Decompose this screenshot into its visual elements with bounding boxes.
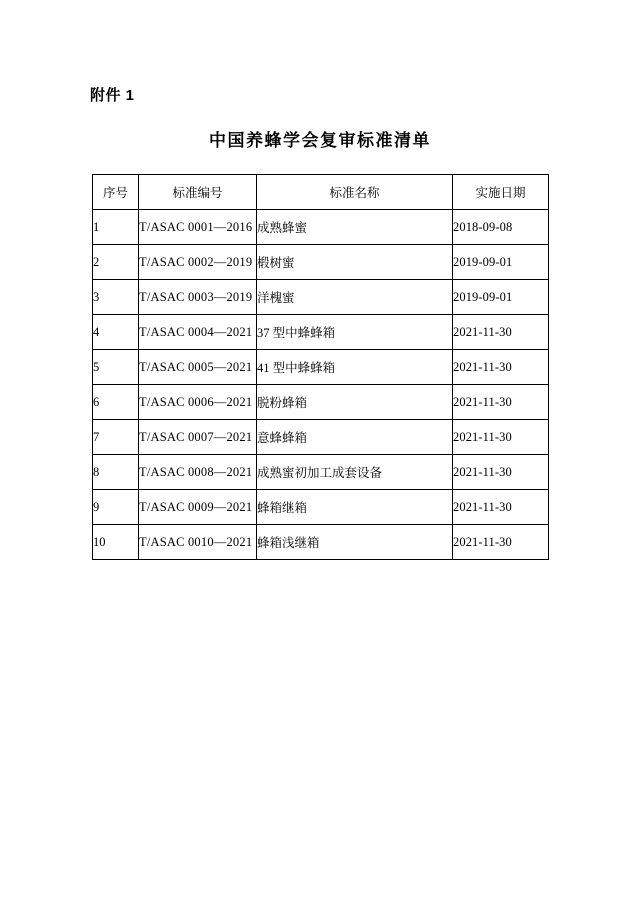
cell-code: T/ASAC 0009—2021 bbox=[139, 490, 257, 525]
cell-date: 2021-11-30 bbox=[453, 350, 549, 385]
standards-table bbox=[92, 174, 549, 560]
cell-seq: 2 bbox=[93, 245, 139, 280]
cell-code: T/ASAC 0003—2019 bbox=[139, 280, 257, 315]
cell-code: T/ASAC 0007—2021 bbox=[139, 420, 257, 455]
table-row bbox=[93, 350, 549, 385]
cell-code: T/ASAC 0010—2021 bbox=[139, 525, 257, 560]
cell-code: T/ASAC 0004—2021 bbox=[139, 315, 257, 350]
cell-date: 2019-09-01 bbox=[453, 245, 549, 280]
cell-name: 41 型中蜂蜂箱 bbox=[257, 350, 453, 385]
table-row bbox=[93, 315, 549, 350]
cell-name: 成熟蜜初加工成套设备 bbox=[257, 455, 453, 490]
cell-date: 2021-11-30 bbox=[453, 455, 549, 490]
cell-code: T/ASAC 0006—2021 bbox=[139, 385, 257, 420]
cell-seq: 1 bbox=[93, 210, 139, 245]
cell-name: 蜂箱浅继箱 bbox=[257, 525, 453, 560]
cell-code: T/ASAC 0001—2016 bbox=[139, 210, 257, 245]
cell-seq: 6 bbox=[93, 385, 139, 420]
cell-name: 37 型中蜂蜂箱 bbox=[257, 315, 453, 350]
cell-seq: 9 bbox=[93, 490, 139, 525]
cell-code: T/ASAC 0005—2021 bbox=[139, 350, 257, 385]
table-row bbox=[93, 385, 549, 420]
cell-date: 2018-09-08 bbox=[453, 210, 549, 245]
table-header-row bbox=[93, 175, 549, 210]
cell-date: 2021-11-30 bbox=[453, 525, 549, 560]
cell-seq: 7 bbox=[93, 420, 139, 455]
cell-date: 2019-09-01 bbox=[453, 280, 549, 315]
table-row bbox=[93, 210, 549, 245]
cell-seq: 8 bbox=[93, 455, 139, 490]
cell-date: 2021-11-30 bbox=[453, 490, 549, 525]
column-header-date: 实施日期 bbox=[453, 175, 549, 210]
cell-name: 意蜂蜂箱 bbox=[257, 420, 453, 455]
standards-table-container bbox=[92, 174, 548, 560]
cell-seq: 10 bbox=[93, 525, 139, 560]
cell-seq: 3 bbox=[93, 280, 139, 315]
cell-seq: 4 bbox=[93, 315, 139, 350]
cell-date: 2021-11-30 bbox=[453, 420, 549, 455]
cell-name: 椴树蜜 bbox=[257, 245, 453, 280]
cell-date: 2021-11-30 bbox=[453, 385, 549, 420]
cell-name: 成熟蜂蜜 bbox=[257, 210, 453, 245]
table-row bbox=[93, 490, 549, 525]
cell-name: 脱粉蜂箱 bbox=[257, 385, 453, 420]
cell-name: 洋槐蜜 bbox=[257, 280, 453, 315]
column-header-code: 标准编号 bbox=[139, 175, 257, 210]
page-title: 中国养蜂学会复审标准清单 bbox=[209, 131, 431, 150]
table-row bbox=[93, 245, 549, 280]
table-row bbox=[93, 455, 549, 490]
cell-code: T/ASAC 0008—2021 bbox=[139, 455, 257, 490]
cell-seq: 5 bbox=[93, 350, 139, 385]
table-row bbox=[93, 280, 549, 315]
cell-code: T/ASAC 0002—2019 bbox=[139, 245, 257, 280]
cell-date: 2021-11-30 bbox=[453, 315, 549, 350]
column-header-seq: 序号 bbox=[93, 175, 139, 210]
column-header-name: 标准名称 bbox=[257, 175, 453, 210]
table-row bbox=[93, 525, 549, 560]
table-row bbox=[93, 420, 549, 455]
attachment-label: 附件 1 bbox=[90, 87, 135, 104]
cell-name: 蜂箱继箱 bbox=[257, 490, 453, 525]
